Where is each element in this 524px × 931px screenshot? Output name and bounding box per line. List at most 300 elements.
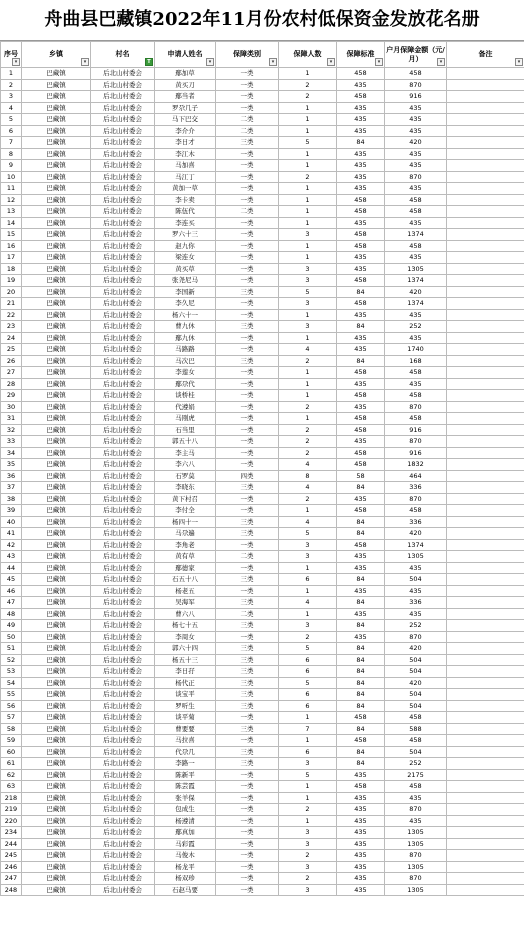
cell-township[interactable]: 巴藏镇 <box>22 332 91 344</box>
cell-people[interactable]: 1 <box>279 194 337 206</box>
cell-village[interactable]: 后北山村委会 <box>91 332 155 344</box>
filter-dropdown-icon[interactable]: ▾ <box>12 58 20 66</box>
cell-standard[interactable]: 58 <box>337 470 385 482</box>
cell-category[interactable]: 一类 <box>216 79 279 91</box>
table-row[interactable] <box>1 482 524 494</box>
cell-standard[interactable]: 458 <box>337 413 385 425</box>
cell-applicant[interactable]: 张尧尼马 <box>155 275 216 287</box>
cell-village[interactable]: 后北山村委会 <box>91 217 155 229</box>
cell-category[interactable]: 一类 <box>216 240 279 252</box>
cell-category[interactable]: 一类 <box>216 194 279 206</box>
cell-applicant[interactable]: 罗尕几子 <box>155 102 216 114</box>
cell-category[interactable]: 一类 <box>216 183 279 195</box>
cell-amount[interactable]: 336 <box>385 516 447 528</box>
cell-people[interactable]: 8 <box>279 470 337 482</box>
cell-amount[interactable]: 1374 <box>385 275 447 287</box>
cell-category[interactable]: 一类 <box>216 792 279 804</box>
table-row[interactable] <box>1 585 524 597</box>
cell-applicant[interactable]: 曹九休 <box>155 321 216 333</box>
cell-people[interactable]: 3 <box>279 263 337 275</box>
cell-applicant[interactable]: 黄下村召 <box>155 493 216 505</box>
cell-applicant[interactable]: 鄢真加 <box>155 827 216 839</box>
cell-no[interactable]: 248 <box>1 884 22 896</box>
cell-category[interactable]: 三类 <box>216 654 279 666</box>
cell-category[interactable]: 三类 <box>216 482 279 494</box>
cell-applicant[interactable]: 马彩霞 <box>155 838 216 850</box>
cell-township[interactable]: 巴藏镇 <box>22 447 91 459</box>
cell-no[interactable]: 63 <box>1 781 22 793</box>
cell-village[interactable]: 后北山村委会 <box>91 102 155 114</box>
cell-village[interactable]: 后北山村委会 <box>91 689 155 701</box>
cell-category[interactable]: 一类 <box>216 390 279 402</box>
cell-standard[interactable]: 458 <box>337 298 385 310</box>
cell-people[interactable]: 5 <box>279 769 337 781</box>
cell-standard[interactable]: 435 <box>337 171 385 183</box>
cell-standard[interactable]: 435 <box>337 378 385 390</box>
table-row[interactable] <box>1 390 524 402</box>
cell-remark[interactable] <box>447 769 524 781</box>
cell-no[interactable]: 54 <box>1 677 22 689</box>
table-row[interactable] <box>1 275 524 287</box>
cell-remark[interactable] <box>447 804 524 816</box>
cell-amount[interactable]: 458 <box>385 781 447 793</box>
cell-remark[interactable] <box>447 493 524 505</box>
cell-applicant[interactable]: 鄢九休 <box>155 332 216 344</box>
cell-standard[interactable]: 435 <box>337 183 385 195</box>
cell-category[interactable]: 一类 <box>216 769 279 781</box>
cell-village[interactable]: 后北山村委会 <box>91 286 155 298</box>
table-row[interactable] <box>1 873 524 885</box>
cell-no[interactable]: 45 <box>1 574 22 586</box>
cell-category[interactable]: 一类 <box>216 804 279 816</box>
table-row[interactable] <box>1 298 524 310</box>
table-row[interactable] <box>1 68 524 80</box>
cell-people[interactable]: 3 <box>279 838 337 850</box>
cell-amount[interactable]: 916 <box>385 447 447 459</box>
cell-village[interactable]: 后北山村委会 <box>91 539 155 551</box>
cell-applicant[interactable]: 李角老 <box>155 539 216 551</box>
cell-applicant[interactable]: 杨代正 <box>155 677 216 689</box>
table-row[interactable] <box>1 137 524 149</box>
cell-remark[interactable] <box>447 309 524 321</box>
cell-amount[interactable]: 435 <box>385 585 447 597</box>
cell-township[interactable]: 巴藏镇 <box>22 677 91 689</box>
cell-category[interactable]: 三类 <box>216 516 279 528</box>
cell-no[interactable]: 40 <box>1 516 22 528</box>
cell-amount[interactable]: 458 <box>385 390 447 402</box>
cell-township[interactable]: 巴藏镇 <box>22 286 91 298</box>
cell-people[interactable]: 2 <box>279 401 337 413</box>
cell-township[interactable]: 巴藏镇 <box>22 68 91 80</box>
cell-standard[interactable]: 435 <box>337 309 385 321</box>
cell-people[interactable]: 1 <box>279 815 337 827</box>
cell-standard[interactable]: 435 <box>337 263 385 275</box>
cell-applicant[interactable]: 马加喜 <box>155 160 216 172</box>
cell-township[interactable]: 巴藏镇 <box>22 413 91 425</box>
cell-category[interactable]: 一类 <box>216 815 279 827</box>
cell-amount[interactable]: 1305 <box>385 838 447 850</box>
cell-no[interactable]: 13 <box>1 206 22 218</box>
filter-dropdown-icon[interactable]: ▾ <box>81 58 89 66</box>
cell-remark[interactable] <box>447 551 524 563</box>
cell-remark[interactable] <box>447 539 524 551</box>
cell-township[interactable]: 巴藏镇 <box>22 482 91 494</box>
cell-township[interactable]: 巴藏镇 <box>22 137 91 149</box>
cell-applicant[interactable]: 石罗莫 <box>155 470 216 482</box>
cell-applicant[interactable]: 郭五十八 <box>155 436 216 448</box>
cell-amount[interactable]: 1374 <box>385 229 447 241</box>
cell-village[interactable]: 后北山村委会 <box>91 390 155 402</box>
table-row[interactable] <box>1 252 524 264</box>
cell-township[interactable]: 巴藏镇 <box>22 643 91 655</box>
cell-no[interactable]: 10 <box>1 171 22 183</box>
cell-village[interactable]: 后北山村委会 <box>91 804 155 816</box>
cell-village[interactable]: 后北山村委会 <box>91 861 155 873</box>
cell-township[interactable]: 巴藏镇 <box>22 666 91 678</box>
cell-township[interactable]: 巴藏镇 <box>22 79 91 91</box>
cell-standard[interactable]: 435 <box>337 804 385 816</box>
cell-remark[interactable] <box>447 792 524 804</box>
cell-applicant[interactable]: 李连买 <box>155 217 216 229</box>
cell-amount[interactable]: 504 <box>385 654 447 666</box>
cell-no[interactable]: 51 <box>1 643 22 655</box>
cell-village[interactable]: 后北山村委会 <box>91 401 155 413</box>
cell-people[interactable]: 1 <box>279 160 337 172</box>
cell-people[interactable]: 1 <box>279 781 337 793</box>
cell-township[interactable]: 巴藏镇 <box>22 321 91 333</box>
table-row[interactable] <box>1 459 524 471</box>
cell-remark[interactable] <box>447 677 524 689</box>
cell-applicant[interactable]: 李卡卖 <box>155 194 216 206</box>
cell-people[interactable]: 4 <box>279 516 337 528</box>
cell-standard[interactable]: 435 <box>337 436 385 448</box>
cell-people[interactable]: 6 <box>279 689 337 701</box>
cell-no[interactable]: 57 <box>1 712 22 724</box>
cell-standard[interactable]: 435 <box>337 827 385 839</box>
cell-people[interactable]: 1 <box>279 102 337 114</box>
cell-people[interactable]: 1 <box>279 206 337 218</box>
cell-no[interactable]: 26 <box>1 355 22 367</box>
cell-village[interactable]: 后北山村委会 <box>91 838 155 850</box>
filter-dropdown-icon[interactable]: ▾ <box>269 58 277 66</box>
cell-people[interactable]: 2 <box>279 873 337 885</box>
cell-standard[interactable]: 435 <box>337 873 385 885</box>
cell-remark[interactable] <box>447 263 524 275</box>
cell-village[interactable]: 后北山村委会 <box>91 137 155 149</box>
cell-people[interactable]: 3 <box>279 551 337 563</box>
cell-no[interactable]: 56 <box>1 700 22 712</box>
cell-village[interactable]: 后北山村委会 <box>91 781 155 793</box>
cell-remark[interactable] <box>447 137 524 149</box>
cell-village[interactable]: 后北山村委会 <box>91 240 155 252</box>
cell-applicant[interactable]: 郭六十四 <box>155 643 216 655</box>
cell-village[interactable]: 后北山村委会 <box>91 574 155 586</box>
cell-township[interactable]: 巴藏镇 <box>22 700 91 712</box>
cell-village[interactable]: 后北山村委会 <box>91 666 155 678</box>
cell-amount[interactable]: 458 <box>385 505 447 517</box>
table-row[interactable] <box>1 286 524 298</box>
cell-remark[interactable] <box>447 355 524 367</box>
cell-standard[interactable]: 84 <box>337 666 385 678</box>
cell-standard[interactable]: 458 <box>337 68 385 80</box>
cell-amount[interactable]: 336 <box>385 482 447 494</box>
cell-people[interactable]: 2 <box>279 355 337 367</box>
cell-standard[interactable]: 84 <box>337 286 385 298</box>
cell-applicant[interactable]: 李莲女 <box>155 367 216 379</box>
cell-village[interactable]: 后北山村委会 <box>91 436 155 448</box>
cell-applicant[interactable]: 谈平菊 <box>155 712 216 724</box>
cell-township[interactable]: 巴藏镇 <box>22 815 91 827</box>
cell-amount[interactable]: 870 <box>385 804 447 816</box>
cell-category[interactable]: 三类 <box>216 597 279 609</box>
cell-standard[interactable]: 84 <box>337 700 385 712</box>
cell-no[interactable]: 17 <box>1 252 22 264</box>
cell-people[interactable]: 3 <box>279 827 337 839</box>
filter-dropdown-icon[interactable]: ▾ <box>327 58 335 66</box>
cell-amount[interactable]: 435 <box>385 114 447 126</box>
cell-applicant[interactable]: 石五十八 <box>155 574 216 586</box>
cell-remark[interactable] <box>447 344 524 356</box>
cell-applicant[interactable]: 李六八 <box>155 459 216 471</box>
cell-standard[interactable]: 435 <box>337 401 385 413</box>
cell-village[interactable]: 后北山村委会 <box>91 321 155 333</box>
cell-remark[interactable] <box>447 68 524 80</box>
cell-no[interactable]: 4 <box>1 102 22 114</box>
cell-people[interactable]: 6 <box>279 574 337 586</box>
cell-no[interactable]: 220 <box>1 815 22 827</box>
cell-category[interactable]: 一类 <box>216 493 279 505</box>
cell-amount[interactable]: 1305 <box>385 263 447 275</box>
cell-amount[interactable]: 1740 <box>385 344 447 356</box>
cell-village[interactable]: 后北山村委会 <box>91 68 155 80</box>
cell-remark[interactable] <box>447 148 524 160</box>
cell-no[interactable]: 33 <box>1 436 22 448</box>
cell-standard[interactable]: 84 <box>337 643 385 655</box>
cell-applicant[interactable]: 李路一 <box>155 758 216 770</box>
cell-township[interactable]: 巴藏镇 <box>22 608 91 620</box>
cell-village[interactable]: 后北山村委会 <box>91 229 155 241</box>
cell-no[interactable]: 247 <box>1 873 22 885</box>
cell-category[interactable]: 一类 <box>216 505 279 517</box>
cell-no[interactable]: 15 <box>1 229 22 241</box>
cell-category[interactable]: 一类 <box>216 712 279 724</box>
table-row[interactable] <box>1 735 524 747</box>
cell-standard[interactable]: 84 <box>337 574 385 586</box>
cell-no[interactable]: 39 <box>1 505 22 517</box>
cell-township[interactable]: 巴藏镇 <box>22 597 91 609</box>
cell-category[interactable]: 一类 <box>216 827 279 839</box>
cell-township[interactable]: 巴藏镇 <box>22 252 91 264</box>
table-row[interactable] <box>1 723 524 735</box>
table-row[interactable] <box>1 792 524 804</box>
cell-township[interactable]: 巴藏镇 <box>22 91 91 103</box>
cell-amount[interactable]: 420 <box>385 286 447 298</box>
cell-no[interactable]: 30 <box>1 401 22 413</box>
cell-no[interactable]: 50 <box>1 631 22 643</box>
cell-amount[interactable]: 336 <box>385 597 447 609</box>
table-row[interactable] <box>1 424 524 436</box>
cell-people[interactable]: 1 <box>279 562 337 574</box>
cell-people[interactable]: 1 <box>279 792 337 804</box>
cell-applicant[interactable]: 李国新 <box>155 286 216 298</box>
cell-applicant[interactable]: 杨五十三 <box>155 654 216 666</box>
table-row[interactable] <box>1 183 524 195</box>
cell-township[interactable]: 巴藏镇 <box>22 493 91 505</box>
cell-standard[interactable]: 458 <box>337 781 385 793</box>
table-row[interactable] <box>1 861 524 873</box>
cell-applicant[interactable]: 代遵娟 <box>155 401 216 413</box>
cell-township[interactable]: 巴藏镇 <box>22 298 91 310</box>
cell-people[interactable]: 1 <box>279 505 337 517</box>
cell-standard[interactable]: 435 <box>337 884 385 896</box>
cell-village[interactable]: 后北山村委会 <box>91 275 155 287</box>
cell-no[interactable]: 41 <box>1 528 22 540</box>
cell-remark[interactable] <box>447 815 524 827</box>
cell-category[interactable]: 一类 <box>216 735 279 747</box>
cell-township[interactable]: 巴藏镇 <box>22 125 91 137</box>
cell-village[interactable]: 后北山村委会 <box>91 551 155 563</box>
cell-village[interactable]: 后北山村委会 <box>91 735 155 747</box>
cell-standard[interactable]: 435 <box>337 792 385 804</box>
cell-applicant[interactable]: 杨遵清 <box>155 815 216 827</box>
table-row[interactable] <box>1 447 524 459</box>
cell-standard[interactable]: 435 <box>337 861 385 873</box>
cell-people[interactable]: 2 <box>279 79 337 91</box>
cell-no[interactable]: 32 <box>1 424 22 436</box>
cell-village[interactable]: 后北山村委会 <box>91 873 155 885</box>
cell-people[interactable]: 4 <box>279 344 337 356</box>
cell-no[interactable]: 29 <box>1 390 22 402</box>
cell-people[interactable]: 5 <box>279 137 337 149</box>
cell-township[interactable]: 巴藏镇 <box>22 229 91 241</box>
cell-no[interactable]: 1 <box>1 68 22 80</box>
cell-remark[interactable] <box>447 861 524 873</box>
cell-township[interactable]: 巴藏镇 <box>22 850 91 862</box>
cell-township[interactable]: 巴藏镇 <box>22 769 91 781</box>
cell-standard[interactable]: 435 <box>337 585 385 597</box>
cell-village[interactable]: 后北山村委会 <box>91 252 155 264</box>
cell-standard[interactable]: 435 <box>337 160 385 172</box>
cell-no[interactable]: 219 <box>1 804 22 816</box>
cell-remark[interactable] <box>447 183 524 195</box>
table-row[interactable] <box>1 378 524 390</box>
cell-township[interactable]: 巴藏镇 <box>22 206 91 218</box>
cell-people[interactable]: 6 <box>279 654 337 666</box>
cell-amount[interactable]: 1305 <box>385 861 447 873</box>
cell-category[interactable]: 一类 <box>216 562 279 574</box>
cell-standard[interactable]: 458 <box>337 459 385 471</box>
cell-township[interactable]: 巴藏镇 <box>22 792 91 804</box>
cell-remark[interactable] <box>447 608 524 620</box>
table-row[interactable] <box>1 666 524 678</box>
table-row[interactable] <box>1 240 524 252</box>
cell-applicant[interactable]: 吴海军 <box>155 597 216 609</box>
table-row[interactable] <box>1 79 524 91</box>
cell-remark[interactable] <box>447 390 524 402</box>
cell-village[interactable]: 后北山村委会 <box>91 160 155 172</box>
cell-applicant[interactable]: 马次巴 <box>155 355 216 367</box>
cell-standard[interactable]: 84 <box>337 677 385 689</box>
cell-category[interactable]: 三类 <box>216 677 279 689</box>
filter-dropdown-icon[interactable]: ▾ <box>375 58 383 66</box>
cell-village[interactable]: 后北山村委会 <box>91 194 155 206</box>
cell-category[interactable]: 一类 <box>216 217 279 229</box>
cell-remark[interactable] <box>447 321 524 333</box>
table-row[interactable] <box>1 102 524 114</box>
cell-amount[interactable]: 435 <box>385 125 447 137</box>
cell-standard[interactable]: 84 <box>337 723 385 735</box>
cell-remark[interactable] <box>447 298 524 310</box>
header-standard[interactable] <box>337 42 385 68</box>
table-row[interactable] <box>1 367 524 379</box>
cell-category[interactable]: 一类 <box>216 401 279 413</box>
cell-remark[interactable] <box>447 367 524 379</box>
cell-category[interactable]: 三类 <box>216 643 279 655</box>
cell-category[interactable]: 二类 <box>216 206 279 218</box>
cell-remark[interactable] <box>447 252 524 264</box>
cell-amount[interactable]: 870 <box>385 436 447 448</box>
cell-township[interactable]: 巴藏镇 <box>22 562 91 574</box>
cell-standard[interactable]: 458 <box>337 91 385 103</box>
cell-applicant[interactable]: 梁连女 <box>155 252 216 264</box>
cell-category[interactable]: 一类 <box>216 585 279 597</box>
cell-people[interactable]: 1 <box>279 332 337 344</box>
cell-category[interactable]: 一类 <box>216 413 279 425</box>
table-row[interactable] <box>1 643 524 655</box>
cell-category[interactable]: 三类 <box>216 355 279 367</box>
cell-township[interactable]: 巴藏镇 <box>22 114 91 126</box>
cell-no[interactable]: 18 <box>1 263 22 275</box>
cell-village[interactable]: 后北山村委会 <box>91 792 155 804</box>
cell-category[interactable]: 一类 <box>216 539 279 551</box>
cell-village[interactable]: 后北山村委会 <box>91 79 155 91</box>
table-row[interactable] <box>1 516 524 528</box>
table-row[interactable] <box>1 344 524 356</box>
cell-township[interactable]: 巴藏镇 <box>22 424 91 436</box>
cell-people[interactable]: 5 <box>279 677 337 689</box>
cell-applicant[interactable]: 马拉喜 <box>155 735 216 747</box>
cell-remark[interactable] <box>447 275 524 287</box>
cell-applicant[interactable]: 李江木 <box>155 148 216 160</box>
cell-amount[interactable]: 916 <box>385 91 447 103</box>
cell-people[interactable]: 1 <box>279 367 337 379</box>
cell-remark[interactable] <box>447 378 524 390</box>
table-row[interactable] <box>1 827 524 839</box>
cell-no[interactable]: 245 <box>1 850 22 862</box>
cell-village[interactable]: 后北山村委会 <box>91 654 155 666</box>
cell-remark[interactable] <box>447 516 524 528</box>
cell-applicant[interactable]: 代尕几 <box>155 746 216 758</box>
cell-no[interactable]: 11 <box>1 183 22 195</box>
cell-no[interactable]: 9 <box>1 160 22 172</box>
cell-category[interactable]: 三类 <box>216 321 279 333</box>
cell-no[interactable]: 25 <box>1 344 22 356</box>
cell-people[interactable]: 2 <box>279 493 337 505</box>
cell-no[interactable]: 62 <box>1 769 22 781</box>
cell-no[interactable]: 43 <box>1 551 22 563</box>
cell-category[interactable]: 一类 <box>216 459 279 471</box>
cell-standard[interactable]: 84 <box>337 528 385 540</box>
cell-township[interactable]: 巴藏镇 <box>22 275 91 287</box>
cell-standard[interactable]: 435 <box>337 332 385 344</box>
cell-village[interactable]: 后北山村委会 <box>91 125 155 137</box>
cell-amount[interactable]: 458 <box>385 367 447 379</box>
cell-applicant[interactable]: 李主马 <box>155 447 216 459</box>
cell-township[interactable]: 巴藏镇 <box>22 516 91 528</box>
cell-standard[interactable]: 458 <box>337 229 385 241</box>
cell-people[interactable]: 2 <box>279 850 337 862</box>
cell-category[interactable]: 一类 <box>216 447 279 459</box>
